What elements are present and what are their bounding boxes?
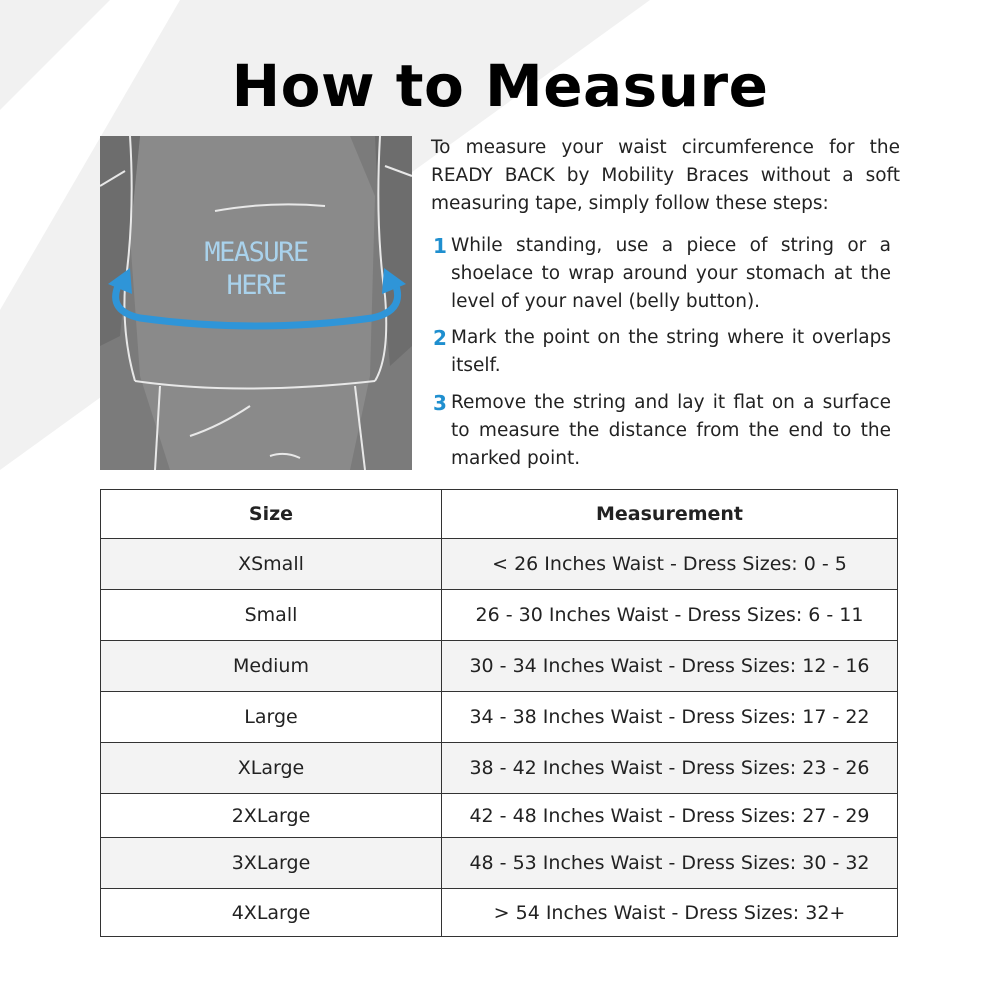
measure-label-line1: MEASURE [204,237,308,268]
step-text: Mark the point on the string where it overlaps itself. [451,327,891,376]
measure-here-label [100,236,412,302]
measurement-cell: 30 - 34 Inches Waist - Dress Sizes: 12 - 16 [442,641,898,692]
measurement-cell: 48 - 53 Inches Waist - Dress Sizes: 30 - 32 [442,838,898,889]
table-row [101,889,898,937]
size-cell: Medium [101,641,442,692]
step-number: 1 [433,234,447,258]
table-row [101,641,898,692]
size-cell: Large [101,692,442,743]
step-text: Remove the string and lay it flat on a surface to measure the distance from the end to the marked point. [451,392,891,469]
step-text: While standing, use a piece of string or a shoelace to wrap around your stomach at the level of your navel (belly button). [451,235,891,312]
size-header: Size [101,490,442,539]
step-3 [433,389,891,473]
size-cell: Small [101,590,442,641]
table-row [101,743,898,794]
step-2 [433,324,891,380]
table-row [101,539,898,590]
size-cell: 2XLarge [101,794,442,838]
table-header-row [101,490,898,539]
table-row [101,794,898,838]
measurement-cell: < 26 Inches Waist - Dress Sizes: 0 - 5 [442,539,898,590]
step-number: 3 [433,391,447,415]
size-cell: 3XLarge [101,838,442,889]
table-row [101,692,898,743]
size-cell: 4XLarge [101,889,442,937]
measure-label-line2: HERE [226,270,286,301]
step-1 [433,232,891,316]
measurement-cell: > 54 Inches Waist - Dress Sizes: 32+ [442,889,898,937]
step-number: 2 [433,326,447,350]
measurement-cell: 34 - 38 Inches Waist - Dress Sizes: 17 - 22 [442,692,898,743]
size-cell: XLarge [101,743,442,794]
waist-illustration [100,136,412,470]
intro-paragraph: To measure your waist circumference for the READY BACK by Mobility Braces without a soft measuring tape, simply follow these steps: [431,137,900,214]
table-row [101,838,898,889]
measurement-cell: 38 - 42 Inches Waist - Dress Sizes: 23 - 26 [442,743,898,794]
size-cell: XSmall [101,539,442,590]
torso-drawing [100,136,412,470]
page-title: How to Measure [231,52,769,120]
measurement-cell: 26 - 30 Inches Waist - Dress Sizes: 6 - 11 [442,590,898,641]
measurement-header: Measurement [442,490,898,539]
measurement-cell: 42 - 48 Inches Waist - Dress Sizes: 27 - 29 [442,794,898,838]
size-chart-table [100,489,898,937]
table-row [101,590,898,641]
